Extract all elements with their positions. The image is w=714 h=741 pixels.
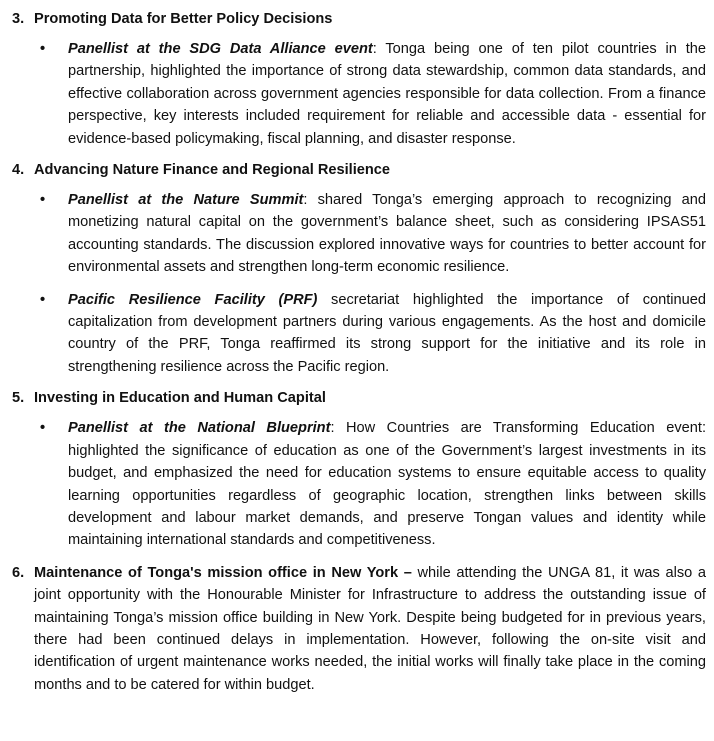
section-heading	[12, 160, 706, 180]
section-6-text: while attending the UNGA 81, it was also a joint opportunity with the Honourable Minister for Infrastructure to address the outstanding issue of maintaining Tonga’s mission office building in New York. Despite being budgeted for in previous years, there had been continued delays in implementation. However, following the on-site visit and identification of urgent maintenance works needed, the initial works will finally take place in the coming months and to be catered for within budget.	[34, 564, 706, 693]
section-6	[12, 562, 706, 696]
section-number: 4.	[12, 162, 25, 179]
bullet-list	[12, 38, 706, 150]
bullet-icon: •	[40, 192, 46, 209]
bullet-lead: Panellist at the National Blueprint	[68, 420, 331, 437]
section-6-lead: Maintenance of Tonga's mission office in New York –	[34, 564, 412, 581]
bullet-list	[12, 189, 706, 378]
section-title: Promoting Data for Better Policy Decisions	[34, 11, 333, 27]
bullet-icon: •	[40, 41, 46, 57]
section-4	[12, 160, 706, 378]
bullet-item	[12, 289, 706, 379]
bullet-lead: Panellist at the Nature Summit	[68, 192, 304, 209]
bullet-lead: Panellist at the SDG Data Alliance event	[68, 41, 373, 57]
section-5	[12, 388, 706, 551]
bullet-item	[12, 38, 706, 150]
bullet-text: : shared Tonga’s emerging approach to recognizing and monetizing natural capital on the government’s balance sheet, such as considering IPSAS51 accounting standards. The discussion explored innovative ways for countries to better account for environmental assets and strengthen long-term economic resilience.	[68, 192, 706, 276]
bullet-text: : Tonga being one of ten pilot countries in the partnership, highlighted the importance of strong data stewardship, common data standards, and effective collaboration across government agencies responsible for data collection. From a finance perspective, key interests included requirement for reliable and accessible data - essential for evidence-based policymaking, fiscal planning, and disaster response.	[68, 41, 706, 147]
bullet-icon: •	[40, 291, 46, 308]
section-title: Advancing Nature Finance and Regional Resilience	[34, 162, 391, 179]
bullet-list	[12, 417, 706, 551]
section-heading	[12, 9, 706, 29]
section-number: 5.	[12, 390, 25, 407]
bullet-lead: Pacific Resilience Facility (PRF)	[68, 291, 318, 308]
bullet-item	[12, 417, 706, 551]
section-number: 3.	[12, 11, 25, 27]
bullet-item	[12, 189, 706, 279]
section-heading	[12, 388, 706, 408]
bullet-text: secretariat highlighted the importance of continued capitalization from development partners during various engagements. As the host and domicile country of the PRF, Tonga reaffirmed its strong support for the initiative and its role in strengthening resilience across the Pacific region.	[68, 291, 706, 375]
section-number: 6.	[12, 564, 25, 581]
section-3	[12, 9, 706, 150]
bullet-icon: •	[40, 420, 46, 437]
section-6-paragraph	[34, 562, 706, 696]
section-title: Investing in Education and Human Capital	[34, 390, 326, 407]
bullet-text: : How Countries are Transforming Education event: highlighted the significance of education as one of the Government’s largest investments in its budget, and emphasized the need for education systems to ensure equitable access to quality learning opportunities regardless of geographic location, strengthen links between skills development and labour market demands, and preserve Tongan values and identity while maintaining international standards and competitiveness.	[68, 420, 706, 549]
